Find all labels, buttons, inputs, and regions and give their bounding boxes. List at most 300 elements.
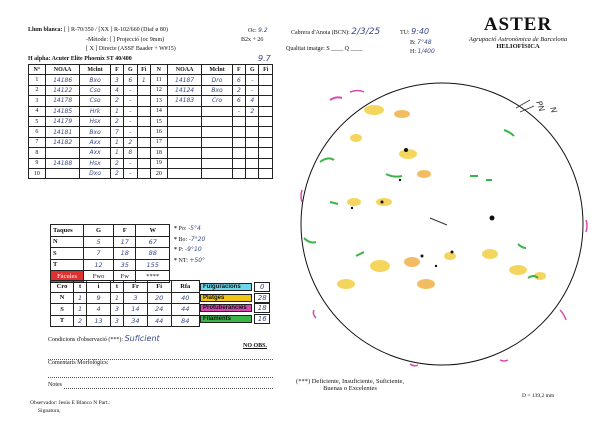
cell: 2 bbox=[124, 137, 137, 147]
tu-label: TU: bbox=[400, 30, 410, 36]
cell: Cso bbox=[80, 85, 110, 95]
cell bbox=[202, 116, 232, 126]
feature-label: Filaments bbox=[200, 315, 252, 323]
cell: 6 bbox=[232, 75, 245, 85]
col-header: G bbox=[84, 225, 114, 237]
cell: 1 bbox=[110, 106, 123, 116]
feature-row bbox=[200, 293, 270, 304]
plage-mark bbox=[376, 198, 392, 206]
feature-value: 0 bbox=[254, 282, 270, 292]
n-label: N bbox=[548, 105, 559, 115]
cell bbox=[232, 137, 245, 147]
cell: 17 bbox=[114, 236, 136, 248]
plage-mark bbox=[364, 105, 384, 115]
filament-mark bbox=[386, 174, 402, 177]
cell: 88 bbox=[136, 248, 170, 260]
cell bbox=[167, 116, 202, 126]
cell: 2 bbox=[110, 96, 123, 106]
h-label: H: bbox=[410, 49, 416, 55]
cell: 8 bbox=[124, 148, 137, 158]
cell: Dxo bbox=[80, 168, 110, 178]
cell: 2 bbox=[110, 168, 123, 178]
groups-table bbox=[28, 64, 273, 179]
cell bbox=[167, 137, 202, 147]
table-row bbox=[29, 85, 273, 95]
filament-mark bbox=[356, 252, 364, 256]
col-header: i bbox=[87, 281, 111, 293]
table-row bbox=[29, 75, 273, 85]
table-row bbox=[51, 248, 170, 260]
col-header: W bbox=[136, 225, 170, 237]
prominence-mark bbox=[586, 220, 587, 232]
table-row bbox=[51, 304, 200, 316]
param-value: -9°10 bbox=[185, 246, 202, 253]
cell: 14187 bbox=[167, 75, 202, 85]
oc-value: 9.2 bbox=[258, 27, 268, 34]
col-header: Fi bbox=[137, 65, 150, 75]
row-number: 9 bbox=[29, 158, 46, 168]
param-label: NT: bbox=[178, 257, 188, 264]
cell bbox=[137, 116, 150, 126]
tu-value: 9:40 bbox=[411, 27, 430, 36]
row-number: 3 bbox=[29, 96, 46, 106]
col-header: G bbox=[124, 65, 137, 75]
pn-line bbox=[516, 100, 530, 108]
row-number: 7 bbox=[29, 137, 46, 147]
cell bbox=[246, 116, 259, 126]
cell bbox=[259, 75, 273, 85]
diameter-label: D = 139,2 mm bbox=[522, 393, 555, 399]
cell bbox=[246, 127, 259, 137]
solar-disk-outline bbox=[301, 83, 583, 365]
cell: Axx bbox=[80, 148, 110, 158]
pn-label: PN bbox=[534, 99, 547, 113]
legend-cell: Fwo bbox=[84, 271, 114, 283]
cell bbox=[259, 106, 273, 116]
cell bbox=[202, 127, 232, 137]
cell: 4 bbox=[246, 96, 259, 106]
plage-mark bbox=[417, 279, 435, 289]
halpha-label: H alpha: Acuter Elite Phoenix ST 40/400 bbox=[28, 56, 132, 62]
observador-label: Observador: Jesús E Blanco N Part.: bbox=[30, 400, 111, 406]
cell bbox=[246, 168, 259, 178]
cell: 14188 bbox=[45, 158, 80, 168]
cell bbox=[167, 148, 202, 158]
cell: Bxo bbox=[202, 85, 232, 95]
sunspot-mark bbox=[435, 265, 437, 267]
cell: 84 bbox=[171, 315, 199, 327]
row-number: 20 bbox=[150, 168, 167, 178]
filament-mark bbox=[330, 202, 338, 204]
filament-mark bbox=[320, 158, 334, 162]
cell bbox=[137, 106, 150, 116]
cell: Hsx bbox=[80, 116, 110, 126]
table-row bbox=[51, 236, 170, 248]
cell bbox=[137, 168, 150, 178]
row-number: 14 bbox=[150, 106, 167, 116]
cell: 44 bbox=[171, 304, 199, 316]
row-label: N bbox=[51, 236, 84, 248]
cell bbox=[259, 137, 273, 147]
plage-mark bbox=[370, 260, 390, 272]
cell: Hrk bbox=[80, 106, 110, 116]
row-number: 5 bbox=[29, 116, 46, 126]
cell: 2 bbox=[232, 85, 245, 95]
cell bbox=[202, 106, 232, 116]
oc-label: Oc: bbox=[248, 28, 257, 34]
col-header: Fr bbox=[124, 281, 148, 293]
cell: 14178 bbox=[45, 96, 80, 106]
feature-row bbox=[200, 282, 270, 293]
prominence-mark bbox=[313, 310, 316, 318]
cell bbox=[259, 127, 273, 137]
cell bbox=[259, 85, 273, 95]
comentaris-label: Comentaris Morfològics: bbox=[48, 360, 109, 366]
row-label: S bbox=[51, 248, 84, 260]
cell: 20 bbox=[147, 292, 171, 304]
legend-text: (***) Deficiente, Insuficiente, Suficiente, bbox=[296, 378, 404, 385]
cell: Hsx bbox=[80, 158, 110, 168]
cell: 1 bbox=[110, 137, 123, 147]
cell: 2 bbox=[246, 106, 259, 116]
param-label: Bo: bbox=[178, 236, 188, 243]
table-row bbox=[51, 259, 170, 271]
table-row bbox=[29, 127, 273, 137]
chrom-table bbox=[50, 280, 200, 327]
cell: 14124 bbox=[167, 85, 202, 95]
table-row bbox=[29, 158, 273, 168]
cell: 67 bbox=[136, 236, 170, 248]
plage-mark bbox=[350, 134, 362, 142]
col-header: F bbox=[110, 65, 123, 75]
feature-label: Platges bbox=[200, 294, 252, 302]
row-label: N bbox=[51, 292, 74, 304]
h-value: 1/400 bbox=[417, 48, 435, 55]
cell: Cro bbox=[202, 96, 232, 106]
cell bbox=[259, 158, 273, 168]
cell: 2 bbox=[74, 315, 87, 327]
cell: Bxo bbox=[80, 127, 110, 137]
col-header: Rfa bbox=[171, 281, 199, 293]
blank-line bbox=[64, 382, 273, 389]
cell: Bxo bbox=[80, 75, 110, 85]
cell bbox=[45, 168, 80, 178]
date-value: 2/3/25 bbox=[351, 27, 381, 37]
cell: 4 bbox=[110, 85, 123, 95]
row-number: 4 bbox=[29, 106, 46, 116]
cell: - bbox=[246, 85, 259, 95]
prominence-mark bbox=[500, 360, 508, 361]
col-header: t bbox=[74, 281, 87, 293]
plage-mark bbox=[399, 149, 417, 159]
cell: 14181 bbox=[45, 127, 80, 137]
cell bbox=[232, 127, 245, 137]
cell bbox=[137, 127, 150, 137]
cell bbox=[45, 148, 80, 158]
cell: 1 bbox=[110, 292, 123, 304]
blank-line bbox=[48, 370, 273, 378]
sunspot-mark bbox=[351, 207, 353, 209]
blank-line bbox=[48, 352, 273, 360]
cell bbox=[259, 116, 273, 126]
cell: 1 bbox=[110, 148, 123, 158]
col-header: Fi bbox=[147, 281, 171, 293]
llum-blanca-label: Llum blanca: bbox=[28, 27, 63, 33]
brand-name: ASTER bbox=[483, 14, 553, 35]
col-header: G bbox=[246, 65, 259, 75]
prominence-mark bbox=[330, 97, 342, 100]
param-value: -7°20 bbox=[188, 235, 206, 243]
cell: 14182 bbox=[45, 137, 80, 147]
cell: 6 bbox=[124, 75, 137, 85]
cell bbox=[232, 148, 245, 158]
prominence-mark bbox=[350, 91, 364, 93]
cell bbox=[232, 158, 245, 168]
taques-table bbox=[50, 224, 170, 283]
notes-label: Notes bbox=[48, 382, 62, 388]
cell: 14183 bbox=[167, 96, 202, 106]
row-number: 12 bbox=[150, 85, 167, 95]
taques-header: Taques bbox=[51, 225, 84, 237]
signatura-label: Signatura, bbox=[38, 408, 61, 414]
feature-value: 16 bbox=[254, 314, 270, 324]
sunspot-mark bbox=[451, 251, 454, 254]
b2x-label: B2x + 26 bbox=[241, 37, 264, 43]
cell: 3 bbox=[110, 75, 123, 85]
cell bbox=[232, 116, 245, 126]
table-row bbox=[29, 137, 273, 147]
cell: 1 bbox=[137, 75, 150, 85]
cell: - bbox=[124, 85, 137, 95]
row-number: 13 bbox=[150, 96, 167, 106]
cell bbox=[137, 96, 150, 106]
col-header: t bbox=[110, 281, 123, 293]
cell: 14179 bbox=[45, 116, 80, 126]
col-header: NOAA bbox=[45, 65, 80, 75]
legend-text-2: Buenas o Excelentes bbox=[323, 385, 377, 392]
cell bbox=[167, 168, 202, 178]
plage-mark bbox=[509, 265, 527, 275]
filament-mark bbox=[528, 276, 538, 278]
cell: - bbox=[124, 106, 137, 116]
cell: 14122 bbox=[45, 85, 80, 95]
solar-disk-drawing bbox=[290, 70, 590, 380]
param-label: Po: bbox=[178, 226, 187, 232]
cell bbox=[137, 85, 150, 95]
row-number: 8 bbox=[29, 148, 46, 158]
row-number: 15 bbox=[150, 116, 167, 126]
halpha-value: 9.7 bbox=[258, 54, 271, 63]
cell: - bbox=[124, 127, 137, 137]
sunspot-mark bbox=[381, 201, 384, 204]
cell: 4 bbox=[87, 304, 111, 316]
cabrera-label: Cabrera d'Anoia (BCN): bbox=[291, 30, 350, 36]
row-number: 17 bbox=[150, 137, 167, 147]
table-row bbox=[51, 315, 200, 327]
cell: 34 bbox=[124, 315, 148, 327]
cell: 155 bbox=[136, 259, 170, 271]
axis-line bbox=[430, 218, 447, 225]
col-header: N bbox=[150, 65, 167, 75]
cell: Dro bbox=[202, 75, 232, 85]
no-obs-label: NO OBS. bbox=[243, 343, 268, 349]
cell: 9 bbox=[87, 292, 111, 304]
feature-label: Protuberàncies bbox=[200, 304, 252, 312]
cell: 40 bbox=[171, 292, 199, 304]
cell: 3 bbox=[124, 292, 148, 304]
row-label: T bbox=[51, 259, 84, 271]
cell bbox=[167, 158, 202, 168]
table-row bbox=[29, 96, 273, 106]
directe-label: [ X ] Directe (ASSF Baader + W#15) bbox=[86, 46, 176, 52]
legend-cell: **** bbox=[136, 271, 170, 283]
cell: 14185 bbox=[45, 106, 80, 116]
condicions-label: Condicions d'observació (***): bbox=[48, 337, 124, 343]
cell bbox=[259, 96, 273, 106]
table-row bbox=[29, 148, 273, 158]
col-header: Mclnt bbox=[80, 65, 110, 75]
col-header: NOAA bbox=[167, 65, 202, 75]
sunspot-mark bbox=[399, 179, 401, 181]
row-number: 1 bbox=[29, 75, 46, 85]
groups-header-row bbox=[29, 65, 273, 75]
facules-tag: Fàcules bbox=[51, 271, 84, 283]
cell: 7 bbox=[110, 127, 123, 137]
row-number: 16 bbox=[150, 127, 167, 137]
col-header: Fi bbox=[259, 65, 273, 75]
cell bbox=[246, 137, 259, 147]
cell: 24 bbox=[147, 304, 171, 316]
plage-mark bbox=[482, 249, 498, 259]
row-number: 11 bbox=[150, 75, 167, 85]
row-number: 10 bbox=[29, 168, 46, 178]
param-value: -5°4 bbox=[188, 225, 201, 232]
plage-mark bbox=[394, 110, 410, 118]
cell: - bbox=[124, 96, 137, 106]
cell: - bbox=[246, 75, 259, 85]
plage-mark bbox=[444, 252, 456, 260]
cell bbox=[137, 148, 150, 158]
param-value: +50° bbox=[189, 256, 206, 264]
cell: Cso bbox=[80, 96, 110, 106]
row-number: 19 bbox=[150, 158, 167, 168]
cell: 1 bbox=[74, 292, 87, 304]
features-list bbox=[200, 282, 270, 324]
col-header: F bbox=[232, 65, 245, 75]
optics-option: [ ] R-70/350 / [XX ] R-102/660 (Diaf ø 80) bbox=[64, 27, 168, 33]
cell bbox=[167, 127, 202, 137]
cell: 3 bbox=[110, 315, 123, 327]
sunspot-mark bbox=[421, 255, 424, 258]
feature-value: 18 bbox=[254, 303, 270, 313]
row-number: 18 bbox=[150, 148, 167, 158]
qualitat-label: Qualitat imatge: S ____ Q ____ bbox=[286, 46, 363, 52]
param-label: P: bbox=[178, 247, 184, 253]
plage-mark bbox=[404, 257, 420, 267]
filament-mark bbox=[504, 130, 514, 136]
condicions-value: Suficient bbox=[124, 334, 160, 343]
cell bbox=[202, 168, 232, 178]
prominence-mark bbox=[560, 310, 566, 320]
table-row bbox=[29, 106, 273, 116]
cell bbox=[202, 137, 232, 147]
row-label: S bbox=[51, 304, 74, 316]
cell: 14 bbox=[124, 304, 148, 316]
cell bbox=[246, 158, 259, 168]
cell: 3 bbox=[110, 304, 123, 316]
cell: 18 bbox=[114, 248, 136, 260]
table-row bbox=[51, 292, 200, 304]
col-header: Cro bbox=[51, 281, 74, 293]
cell bbox=[259, 168, 273, 178]
cell: 2 bbox=[110, 158, 123, 168]
col-header: F bbox=[114, 225, 136, 237]
b-value: 7°48 bbox=[417, 39, 432, 46]
metode-label: -Mètode: [ ] Projecció (oc 9mm) bbox=[86, 37, 165, 43]
filament-mark bbox=[304, 238, 316, 243]
brand-section: HELIOFÍSICA bbox=[496, 43, 540, 50]
cell bbox=[167, 106, 202, 116]
cell: 2 bbox=[110, 116, 123, 126]
cell bbox=[246, 148, 259, 158]
col-header: Mclnt bbox=[202, 65, 232, 75]
cell bbox=[259, 148, 273, 158]
row-number: 6 bbox=[29, 127, 46, 137]
cell: 44 bbox=[147, 315, 171, 327]
cell: Axx bbox=[80, 137, 110, 147]
cell: 5 bbox=[84, 236, 114, 248]
prominence-mark bbox=[301, 190, 302, 202]
b-label: B: bbox=[410, 40, 416, 46]
filament-mark bbox=[518, 244, 526, 248]
feature-row bbox=[200, 314, 270, 325]
cell bbox=[232, 168, 245, 178]
cell bbox=[137, 137, 150, 147]
table-row bbox=[29, 168, 273, 178]
cell: 1 bbox=[74, 304, 87, 316]
cell: 7 bbox=[84, 248, 114, 260]
feature-label: Fulguracions bbox=[200, 283, 252, 291]
cell bbox=[137, 158, 150, 168]
legend-cell: Fw bbox=[114, 271, 136, 283]
cell: 35 bbox=[114, 259, 136, 271]
cell: 14186 bbox=[45, 75, 80, 85]
prominence-mark bbox=[410, 364, 418, 366]
row-label: T bbox=[51, 315, 74, 327]
cell bbox=[202, 158, 232, 168]
cell: - bbox=[124, 168, 137, 178]
cell: 12 bbox=[84, 259, 114, 271]
table-row bbox=[29, 116, 273, 126]
plage-mark bbox=[347, 198, 361, 206]
side-params: * Po: -5°4 * Bo: -7°20 * P: -9°10 * NT: +50° bbox=[174, 225, 206, 264]
feature-row bbox=[200, 303, 270, 314]
sunspot-mark bbox=[490, 216, 495, 221]
plage-mark bbox=[417, 170, 431, 178]
cell: - bbox=[124, 158, 137, 168]
cell: - bbox=[124, 116, 137, 126]
cell bbox=[202, 148, 232, 158]
cell: - bbox=[232, 106, 245, 116]
cell: 6 bbox=[232, 96, 245, 106]
cell: 13 bbox=[87, 315, 111, 327]
feature-value: 28 bbox=[254, 293, 270, 303]
row-number: 2 bbox=[29, 85, 46, 95]
col-header: N° bbox=[29, 65, 46, 75]
plage-mark bbox=[337, 279, 355, 289]
sunspot-mark bbox=[404, 148, 408, 152]
brand-subtitle: Agrupació Astronòmica de Barcelona bbox=[468, 36, 568, 43]
